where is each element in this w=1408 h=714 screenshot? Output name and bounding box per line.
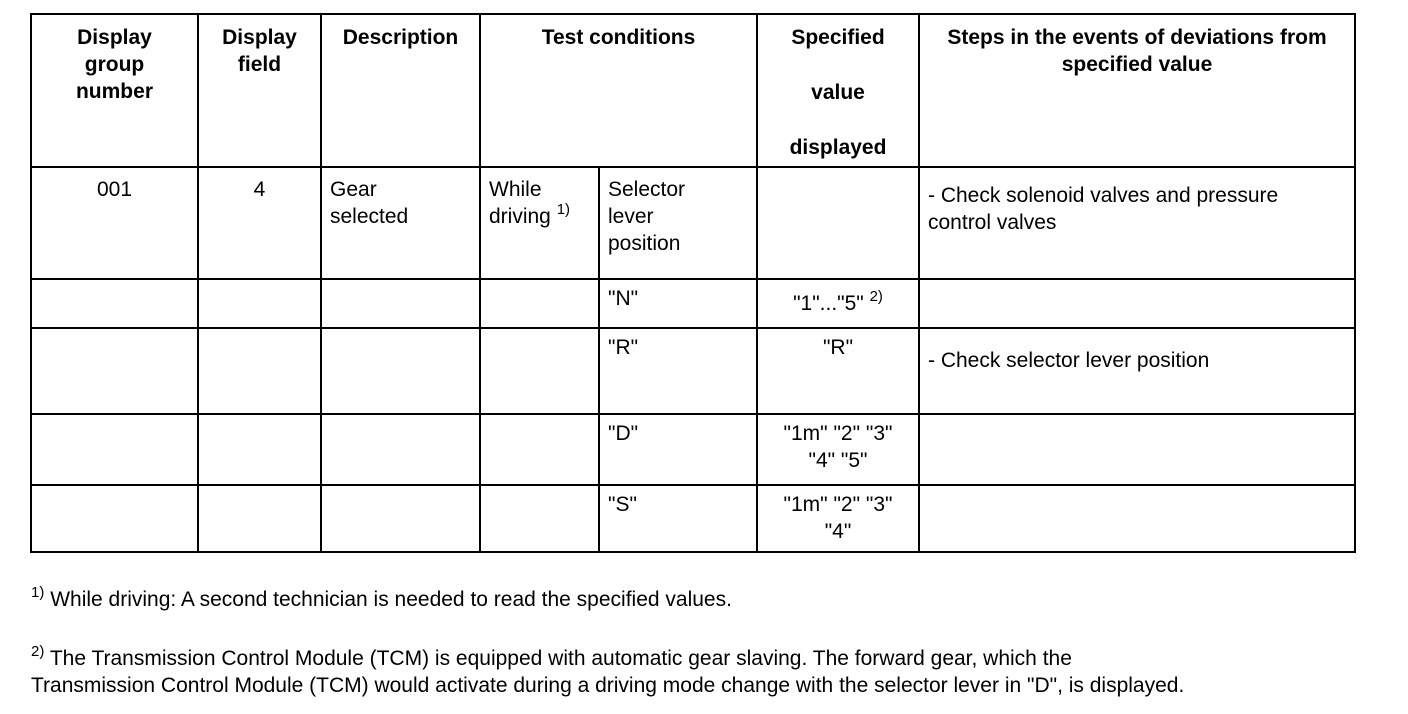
header-steps: Steps in the events of deviations from specified value bbox=[919, 14, 1355, 167]
cell-specified-value: "R" bbox=[757, 328, 919, 414]
empty-cell bbox=[321, 485, 480, 552]
cell-steps bbox=[919, 414, 1355, 485]
cell-test-condition bbox=[480, 167, 599, 279]
empty-cell bbox=[31, 485, 198, 552]
footnote-2-line1 bbox=[31, 645, 1184, 672]
cell-description: Gear selected bbox=[321, 167, 480, 279]
footnote-1-mark: 1) bbox=[31, 584, 45, 601]
table-row bbox=[31, 279, 1355, 328]
empty-cell bbox=[31, 279, 198, 328]
footnote-2-text-line1: The Transmission Control Module (TCM) is equipped with automatic gear slaving. The forward gear, which the bbox=[49, 647, 1072, 670]
footnote-1 bbox=[31, 586, 732, 613]
table-row bbox=[31, 414, 1355, 485]
header-display-field: Display field bbox=[198, 14, 321, 167]
footnote-2-mark: 2) bbox=[31, 643, 45, 660]
cell-selector-label: Selector lever position bbox=[599, 167, 757, 279]
cell-specified-value: "1m" "2" "3" "4" "5" bbox=[757, 414, 919, 485]
footnote-1-text: While driving: A second technician is needed to read the specified values. bbox=[50, 588, 732, 611]
empty-cell bbox=[31, 328, 198, 414]
header-description: Description bbox=[321, 14, 480, 167]
cell-selector: "S" bbox=[599, 485, 757, 552]
empty-cell bbox=[321, 279, 480, 328]
value-text: "1"..."5" bbox=[793, 292, 864, 315]
empty-cell bbox=[480, 279, 599, 328]
header-specified-line2: value bbox=[811, 81, 865, 104]
steps-text: - Check solenoid valves and pressure control valves bbox=[928, 184, 1279, 234]
condition-footnote-mark: 1) bbox=[556, 201, 571, 218]
cell-selector: "N" bbox=[599, 279, 757, 328]
header-row bbox=[31, 14, 1355, 167]
header-test-conditions: Test conditions bbox=[480, 14, 757, 167]
table-row bbox=[31, 167, 1355, 279]
empty-cell bbox=[321, 414, 480, 485]
cell-display-field: 4 bbox=[198, 167, 321, 279]
cell-specified-value bbox=[757, 279, 919, 328]
cell-selector: "R" bbox=[599, 328, 757, 414]
footnote-2-text-line2: Transmission Control Module (TCM) would activate during a driving mode change with the selector lever in "D", is displayed. bbox=[31, 674, 1185, 697]
empty-cell bbox=[198, 485, 321, 552]
empty-cell bbox=[480, 414, 599, 485]
value-footnote-mark: 2) bbox=[869, 288, 883, 305]
cell-steps bbox=[919, 485, 1355, 552]
cell-steps bbox=[919, 279, 1355, 328]
empty-cell bbox=[31, 414, 198, 485]
cell-steps: - Check selector lever position bbox=[919, 328, 1355, 414]
cell-group-number: 001 bbox=[31, 167, 198, 279]
cell-specified-value bbox=[757, 167, 919, 279]
empty-cell bbox=[480, 328, 599, 414]
cell-steps bbox=[919, 167, 1355, 279]
empty-cell bbox=[198, 279, 321, 328]
header-specified-line1: Specified bbox=[791, 26, 885, 49]
table-row bbox=[31, 328, 1355, 414]
header-specified-line3: displayed bbox=[789, 136, 887, 159]
condition-text: While driving bbox=[489, 178, 551, 228]
table-row bbox=[31, 485, 1355, 552]
empty-cell bbox=[198, 328, 321, 414]
empty-cell bbox=[321, 328, 480, 414]
cell-specified-value: "1m" "2" "3" "4" bbox=[757, 485, 919, 552]
header-specified-value bbox=[757, 14, 919, 167]
cell-selector: "D" bbox=[599, 414, 757, 485]
empty-cell bbox=[480, 485, 599, 552]
specification-table bbox=[30, 13, 1356, 553]
header-display-group-number: Display group number bbox=[31, 14, 198, 167]
empty-cell bbox=[198, 414, 321, 485]
footnote-2 bbox=[31, 645, 1184, 699]
